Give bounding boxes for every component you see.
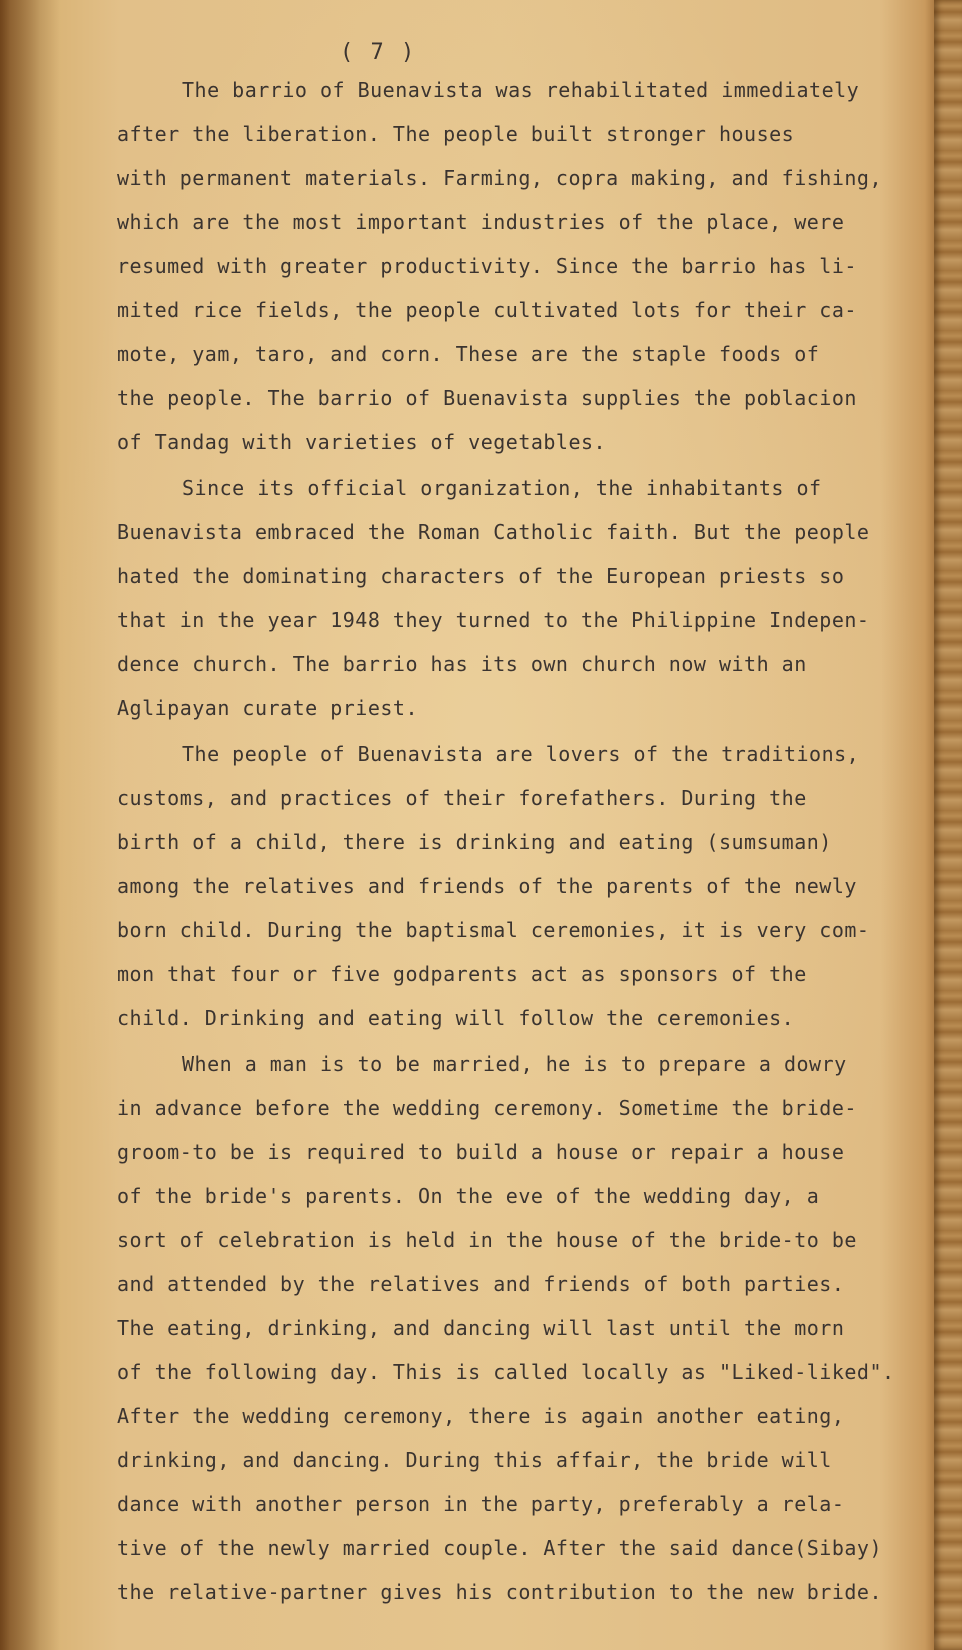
text-line: customs, and practices of their forefathers. During the — [117, 786, 807, 810]
text-line: which are the most important industries of the place, were — [117, 210, 845, 234]
text-line: The people of Buenavista are lovers of the traditions, — [182, 742, 860, 766]
text-line: After the wedding ceremony, there is again another eating, — [117, 1404, 845, 1428]
text-line: of Tandag with varieties of vegetables. — [117, 430, 607, 454]
text-line: that in the year 1948 they turned to the Philippine Indepen- — [117, 608, 870, 632]
text-line: the people. The barrio of Buenavista supplies the poblacion — [117, 386, 857, 410]
text-line: Aglipayan curate priest. — [117, 696, 418, 720]
text-line: and attended by the relatives and friends of both parties. — [117, 1272, 845, 1296]
text-line: the relative-partner gives his contribution to the new bride. — [117, 1580, 883, 1604]
text-line: among the relatives and friends of the parents of the newly — [117, 874, 857, 898]
text-line: hated the dominating characters of the European priests so — [117, 564, 845, 588]
text-line: resumed with greater productivity. Since the barrio has li- — [117, 254, 857, 278]
text-line: mote, yam, taro, and corn. These are the staple foods of — [117, 342, 820, 366]
page-number: ( 7 ) — [340, 40, 417, 65]
text-line: with permanent materials. Farming, copra making, and fishing, — [117, 166, 883, 190]
text-line: in advance before the wedding ceremony. Sometime the bride- — [117, 1096, 857, 1120]
text-line: dance with another person in the party, preferably a rela- — [117, 1492, 845, 1516]
text-line: mited rice fields, the people cultivated lots for their ca- — [117, 298, 857, 322]
text-line: tive of the newly married couple. After the said dance(Sibay) — [117, 1536, 883, 1560]
text-line: groom-to be is required to build a house or repair a house — [117, 1140, 845, 1164]
text-line: of the following day. This is called locally as "Liked-liked". — [117, 1360, 895, 1384]
text-line: mon that four or five godparents act as sponsors of the — [117, 962, 807, 986]
text-line: born child. During the baptismal ceremonies, it is very com- — [117, 918, 870, 942]
text-line: child. Drinking and eating will follow the ceremonies. — [117, 1006, 795, 1030]
text-line: dence church. The barrio has its own church now with an — [117, 652, 807, 676]
text-line: of the bride's parents. On the eve of the wedding day, a — [117, 1184, 820, 1208]
text-line: after the liberation. The people built stronger houses — [117, 122, 795, 146]
text-line: The eating, drinking, and dancing will last until the morn — [117, 1316, 845, 1340]
text-line: When a man is to be married, he is to prepare a dowry — [182, 1052, 847, 1076]
text-line: drinking, and dancing. During this affair, the bride will — [117, 1448, 832, 1472]
page-edge-shadow — [0, 0, 60, 1650]
text-line: Buenavista embraced the Roman Catholic faith. But the people — [117, 520, 870, 544]
text-line: birth of a child, there is drinking and eating (sumsuman) — [117, 830, 832, 854]
text-line: Since its official organization, the inhabitants of — [182, 476, 822, 500]
text-line: sort of celebration is held in the house of the bride-to be — [117, 1228, 857, 1252]
binding-edge — [934, 0, 962, 1650]
text-line: The barrio of Buenavista was rehabilitated immediately — [182, 78, 860, 102]
